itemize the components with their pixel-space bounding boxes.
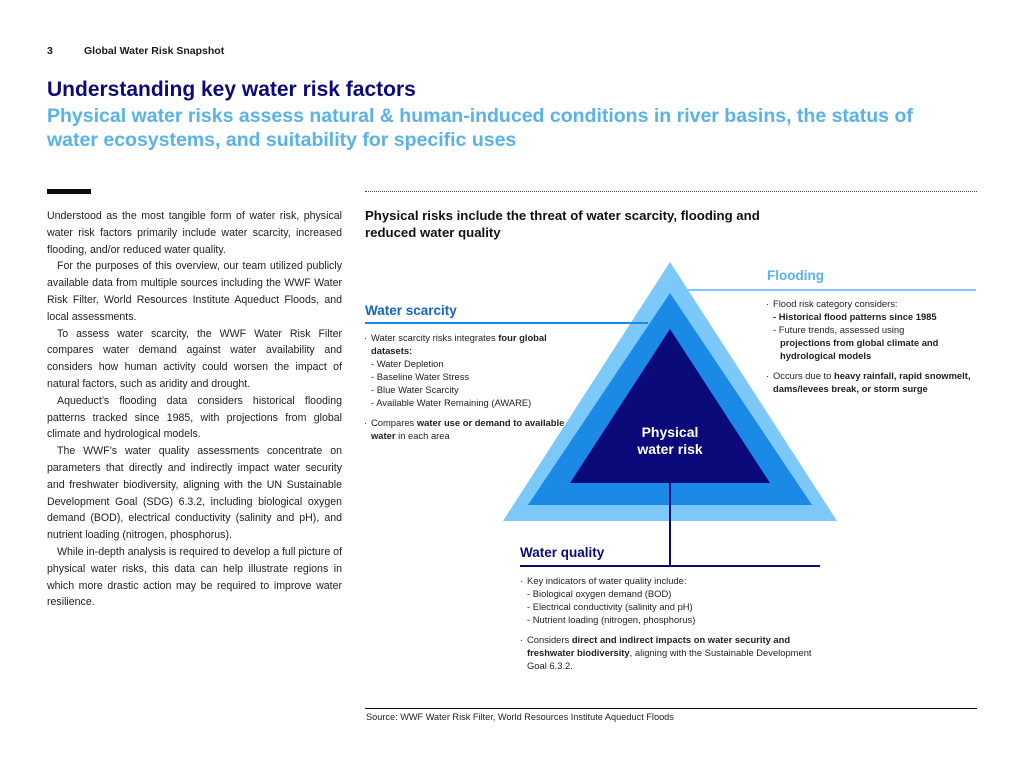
- sub-item: - Baseline Water Stress: [371, 371, 470, 382]
- bullet-item: · Water scarcity risks integrates four global datasets:: [364, 331, 589, 357]
- page-title: Understanding key water risk factors: [47, 78, 416, 101]
- body-paragraph: Understood as the most tangible form of water risk, physical water risk factors primarily include water scarcity, increased flooding, and/or reduced water quality.: [47, 210, 342, 256]
- sub-item: - Water Depletion: [371, 358, 444, 369]
- body-paragraph: The WWF’s water quality assessments concentrate on parameters that directly and indirectly impact water security and freshwater biodiversity, aligning with the UN Sustainable Development Goal (SDG) 6.3.2, including biological oxygen demand (BOD), electrical conductivity (salinity and pH), and nutrient loading (nitrogen, phosphorus).: [47, 445, 342, 542]
- body-paragraph: While in-depth analysis is required to develop a full picture of physical water risks, this data can help illustrate regions in which more drastic action may be required to improve water resilience.: [47, 545, 343, 609]
- sub-item: - Biological oxygen demand (BOD): [527, 588, 672, 599]
- sub-item: - Future trends, assessed using: [773, 324, 905, 335]
- sub-item: - Nutrient loading (nitrogen, phosphorus): [527, 614, 696, 625]
- water-scarcity-heading: Water scarcity: [365, 303, 457, 318]
- body-paragraph: To assess water scarcity, the WWF Water Risk Filter compares water demand against water availability and considers how human activity could worsen the impact of natural factors, such as aridity and drought.: [47, 327, 342, 390]
- sub-item: - Electrical conductivity (salinity and pH): [527, 601, 693, 612]
- sub-item: - Historical flood patterns since 1985: [773, 311, 937, 322]
- body-paragraph: Aqueduct’s flooding data considers historical flooding patterns tracked since 1985, with projections from global climate and hydrological models.: [47, 394, 342, 441]
- page-subtitle: Physical water risks assess natural & human-induced conditions in river basins, the status of water ecosystems, and suitability for specific uses: [47, 105, 913, 151]
- bullet-item: · Compares water use or demand to available water in each area: [364, 416, 589, 442]
- body-paragraph: For the purposes of this overview, our team utilized publicly available data from multiple sources including the WWF Water Risk Filter, World Resources Institute Aqueduct Floods, and local assessments.: [47, 260, 342, 323]
- sub-item: - Available Water Remaining (AWARE): [371, 397, 532, 408]
- water-scarcity-details: [364, 331, 589, 442]
- water-quality-heading: Water quality: [520, 545, 605, 560]
- sub-item-continued: projections from global climate and hydrological models: [780, 337, 939, 361]
- document-title: Global Water Risk Snapshot: [84, 45, 225, 57]
- bullet-item: · Key indicators of water quality include:: [520, 574, 820, 587]
- water-quality-details: [520, 574, 820, 672]
- center-label-line-1: Physical: [641, 424, 699, 440]
- source-note: Source: WWF Water Risk Filter, World Resources Institute Aqueduct Floods: [366, 712, 674, 722]
- bullet-item: · Occurs due to heavy rainfall, rapid snowmelt, dams/levees break, or storm surge: [766, 369, 981, 395]
- sub-item: - Blue Water Scarcity: [371, 384, 459, 395]
- figure-title: Physical risks include the threat of water scarcity, flooding and reduced water quality: [365, 208, 760, 240]
- triangle-center-label: [600, 424, 740, 458]
- page-number: 3: [47, 45, 53, 57]
- bullet-item: · Flood risk category considers:: [766, 297, 981, 310]
- flooding-details: [766, 297, 981, 395]
- bullet-item: · Considers direct and indirect impacts on water security and freshwater biodiversity, aligning with the Sustainable Development Goal 6.3.2.: [520, 633, 820, 672]
- flooding-heading: Flooding: [767, 268, 824, 283]
- center-label-line-2: water risk: [637, 441, 703, 457]
- source-divider: [365, 708, 977, 709]
